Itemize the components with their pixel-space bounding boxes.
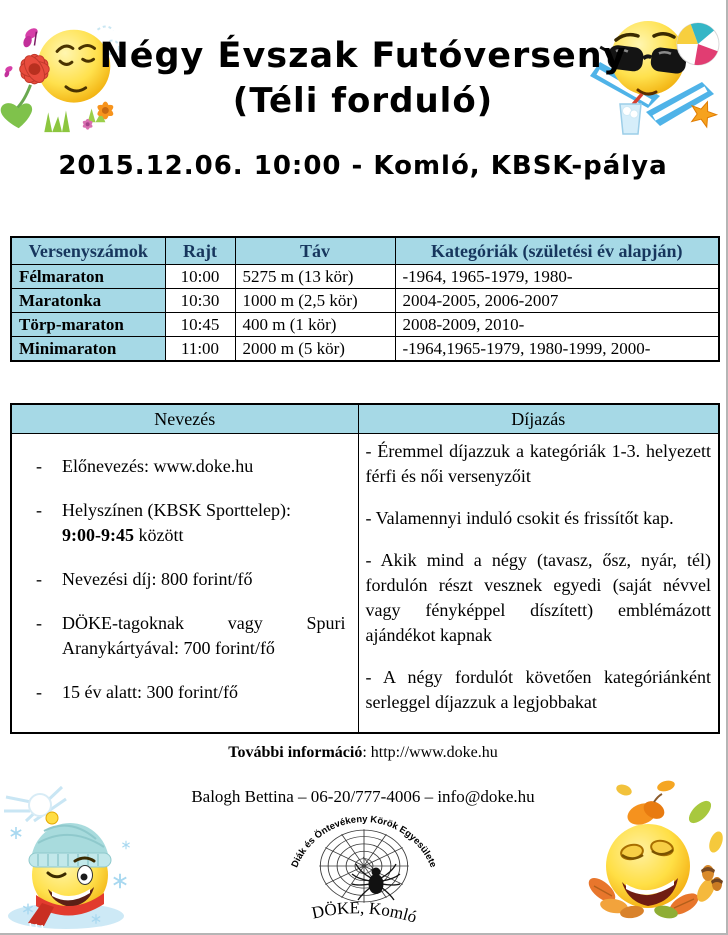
event-datetime-location: 2015.12.06. 10:00 - Komló, KBSK-pálya <box>58 151 668 181</box>
race-name: Minimaraton <box>11 337 165 362</box>
race-name: Félmaraton <box>11 265 165 289</box>
start-time: 10:30 <box>165 289 235 313</box>
more-info-line <box>0 744 726 762</box>
doke-logo <box>278 808 450 930</box>
list-item <box>36 611 350 661</box>
categories: 2008-2009, 2010- <box>395 313 719 337</box>
bullet-dash: - <box>36 456 42 476</box>
registration-item-bold: 9:00-9:45 <box>62 525 134 545</box>
more-info-label: További információ <box>228 744 363 761</box>
contact-line: Balogh Bettina – 06-20/777-4006 – info@doke.hu <box>191 787 535 806</box>
col-header-categories: Kategóriák (születési év alapján) <box>395 237 719 265</box>
info-table <box>10 403 720 734</box>
start-time: 10:45 <box>165 313 235 337</box>
list-item <box>36 567 350 592</box>
schedule-table <box>10 236 720 362</box>
categories: -1964, 1965-1979, 1980- <box>395 265 719 289</box>
registration-item-text: Nevezési díj: 800 forint/fő <box>62 569 253 589</box>
categories: 2004-2005, 2006-2007 <box>395 289 719 313</box>
logo-caption-text: DÖKE, Komló <box>310 898 420 927</box>
schedule-row <box>11 265 719 289</box>
col-header-start: Rajt <box>165 237 235 265</box>
schedule-row <box>11 337 719 362</box>
page-title <box>0 33 726 124</box>
col-header-distance: Táv <box>235 237 395 265</box>
schedule-header-row <box>11 237 719 265</box>
awards-paragraph: - Éremmel díjazzuk a kategóriák 1-3. helyezett férfi és női versenyzőit <box>365 441 711 486</box>
race-name: Törp-maraton <box>11 313 165 337</box>
more-info-url: : http://www.doke.hu <box>362 744 498 761</box>
logo-arc-text: Diák és Öntevékeny Körök Egyesülete <box>289 813 439 870</box>
race-name: Maratonka <box>11 289 165 313</box>
registration-item-suffix: között <box>133 525 184 545</box>
winter-smiley-illustration <box>0 785 140 933</box>
bullet-dash: - <box>36 500 42 520</box>
bullet-dash: - <box>36 613 42 633</box>
registration-cell <box>11 434 358 734</box>
list-item <box>36 454 350 479</box>
awards-header: Díjazás <box>358 404 719 434</box>
registration-item-text: 15 év alatt: 300 forint/fő <box>62 682 238 702</box>
categories: -1964,1965-1979, 1980-1999, 2000- <box>395 337 719 362</box>
awards-cell <box>358 434 719 734</box>
registration-item-text: Helyszínen (KBSK Sporttelep): <box>62 500 291 520</box>
list-item <box>36 680 350 705</box>
registration-item-text: Előnevezés: www.doke.hu <box>62 456 254 476</box>
knit-hat-icon <box>29 823 111 867</box>
start-time: 11:00 <box>165 337 235 362</box>
info-header-row <box>11 404 719 434</box>
awards-paragraph: - Akik mind a négy (tavasz, ősz, nyár, tél) fordulón részt vesznek egyedi (saját névvel vagy fényképpel díszített) emblémázott ajándékot kapnak <box>365 550 711 645</box>
list-item <box>36 498 350 548</box>
title-line-1: Négy Évszak Futóverseny <box>99 36 627 76</box>
schedule-row <box>11 313 719 337</box>
spiderweb-logo-icon <box>278 808 450 930</box>
distance: 5275 m (13 kör) <box>235 265 395 289</box>
distance: 1000 m (2,5 kör) <box>235 289 395 313</box>
bullet-dash: - <box>36 682 42 702</box>
distance: 400 m (1 kör) <box>235 313 395 337</box>
title-line-2: (Téli forduló) <box>232 81 494 121</box>
distance: 2000 m (5 kör) <box>235 337 395 362</box>
winter-smiley-icon <box>0 785 140 933</box>
registration-item-text: DÖKE-tagoknak vagy Spuri Aranykártyával: 700 forint/fő <box>62 613 346 658</box>
awards-paragraph: - A négy fordulót követően kategóriánként serleggel díjazzuk a legjobbakat <box>365 667 711 712</box>
bullet-dash: - <box>36 569 42 589</box>
registration-header: Nevezés <box>11 404 358 434</box>
awards-paragraph: - Valamennyi induló csokit és frissítőt kap. <box>365 508 674 528</box>
col-header-race: Versenyszámok <box>11 237 165 265</box>
svg-text:DÖKE, Komló <box>310 898 419 926</box>
start-time: 10:00 <box>165 265 235 289</box>
schedule-row <box>11 289 719 313</box>
